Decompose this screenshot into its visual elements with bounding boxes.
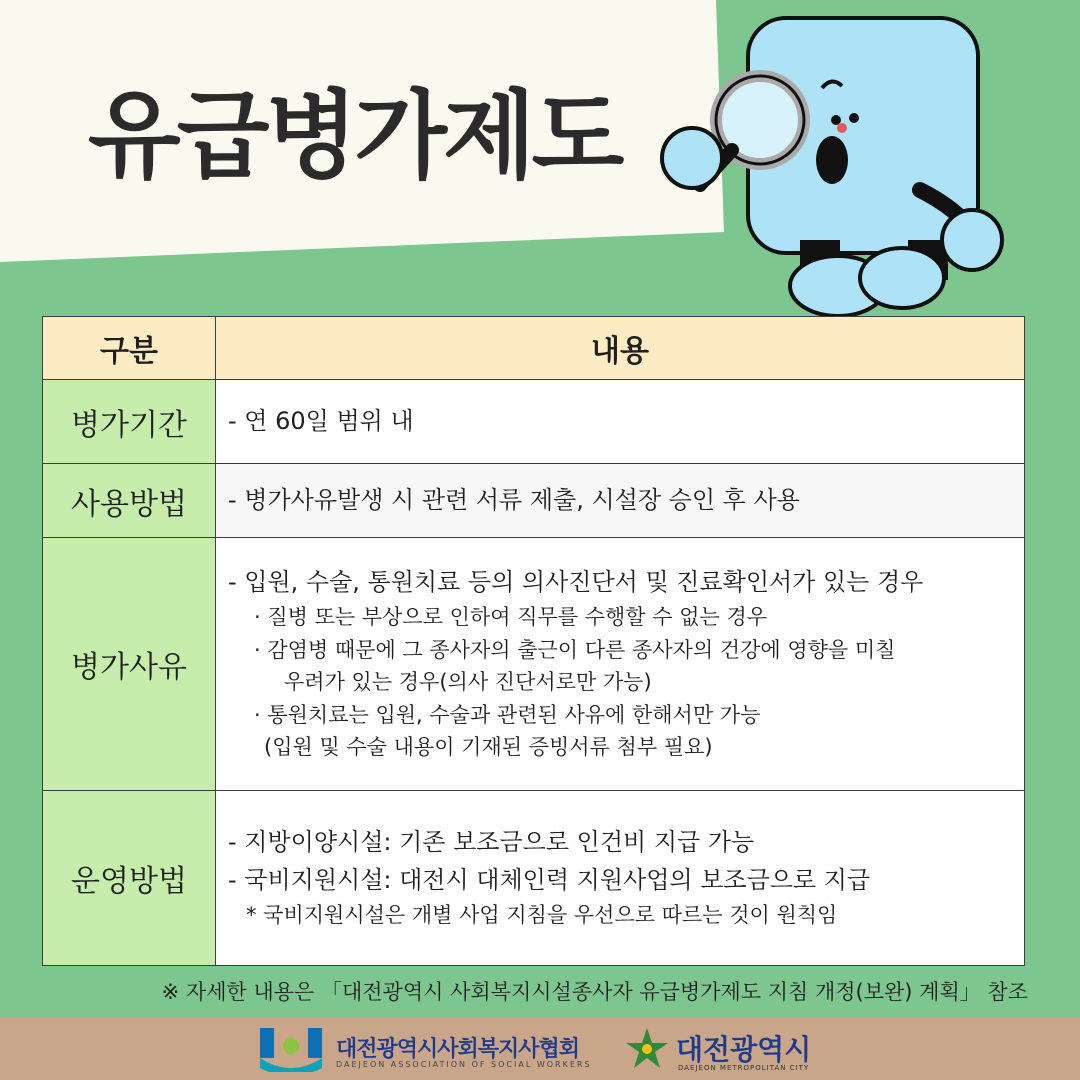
association-name-eng: DAEJEON ASSOCIATION OF SOCIAL WORKERS [336,1060,592,1069]
info-table [42,316,1025,966]
header-category: 구분 [43,317,216,380]
row-note: * 국비지원시설은 개별 사업 지침을 우선으로 따르는 것이 원칙임 [246,902,838,927]
association-logo-icon [258,1028,324,1072]
row-subline: (입원 및 수술 내용이 기재된 증빙서류 첨부 필요) [264,735,713,760]
row-line: - 국비지원시설: 대전시 대체인력 지원사업의 보조금으로 지급 [228,865,871,894]
table-row [43,790,1025,965]
association-name: 대전광역시사회복지사협회 [336,1037,580,1062]
footnote: ※ 자세한 내용은 「대전광역시 사회복지시설종사자 유급병가제도 지침 개정(보완) 계획」 참조 [161,980,1028,1004]
table-row [43,464,1025,538]
city-logo [624,1024,844,1076]
city-name: 대전광역시 [676,1033,812,1066]
footer-bar [0,1018,1080,1080]
header-content: 내용 [216,317,1025,380]
table-row [43,380,1025,464]
page-title: 유급병가제도 [88,80,621,192]
row-label: 병가사유 [43,538,216,790]
row-line: - 병가사유발생 시 관련 서류 제출, 시설장 승인 후 사용 [228,486,800,515]
row-label: 운영방법 [43,790,216,965]
row-subline: · 감염병 때문에 그 종사자의 출근이 다른 종사자의 건강에 영향을 미칠 [254,637,896,662]
row-line: - 지방이양시설: 기존 보조금으로 인건비 지급 가능 [228,828,755,857]
table-row [43,538,1025,790]
city-name-eng: DAEJEON METROPOLITAN CITY [678,1064,810,1072]
association-logo [258,1026,598,1074]
city-star-logo-icon [624,1026,670,1072]
row-label: 사용방법 [43,464,216,538]
row-label: 병가기간 [43,380,216,464]
row-subline: · 통원치료는 입원, 수술과 관련된 사유에 한해서만 가능 [254,702,761,727]
row-subline: · 질병 또는 부상으로 인하여 직무를 수행할 수 없는 경우 [254,605,768,630]
row-line: - 연 60일 범위 내 [228,407,414,436]
mascot-character [650,0,1080,320]
row-line: - 입원, 수술, 통원치료 등의 의사진단서 및 진료확인서가 있는 경우 [228,568,924,597]
row-subline: 우려가 있는 경우(의사 진단서로만 가능) [284,670,652,695]
table-header-row [43,317,1025,380]
